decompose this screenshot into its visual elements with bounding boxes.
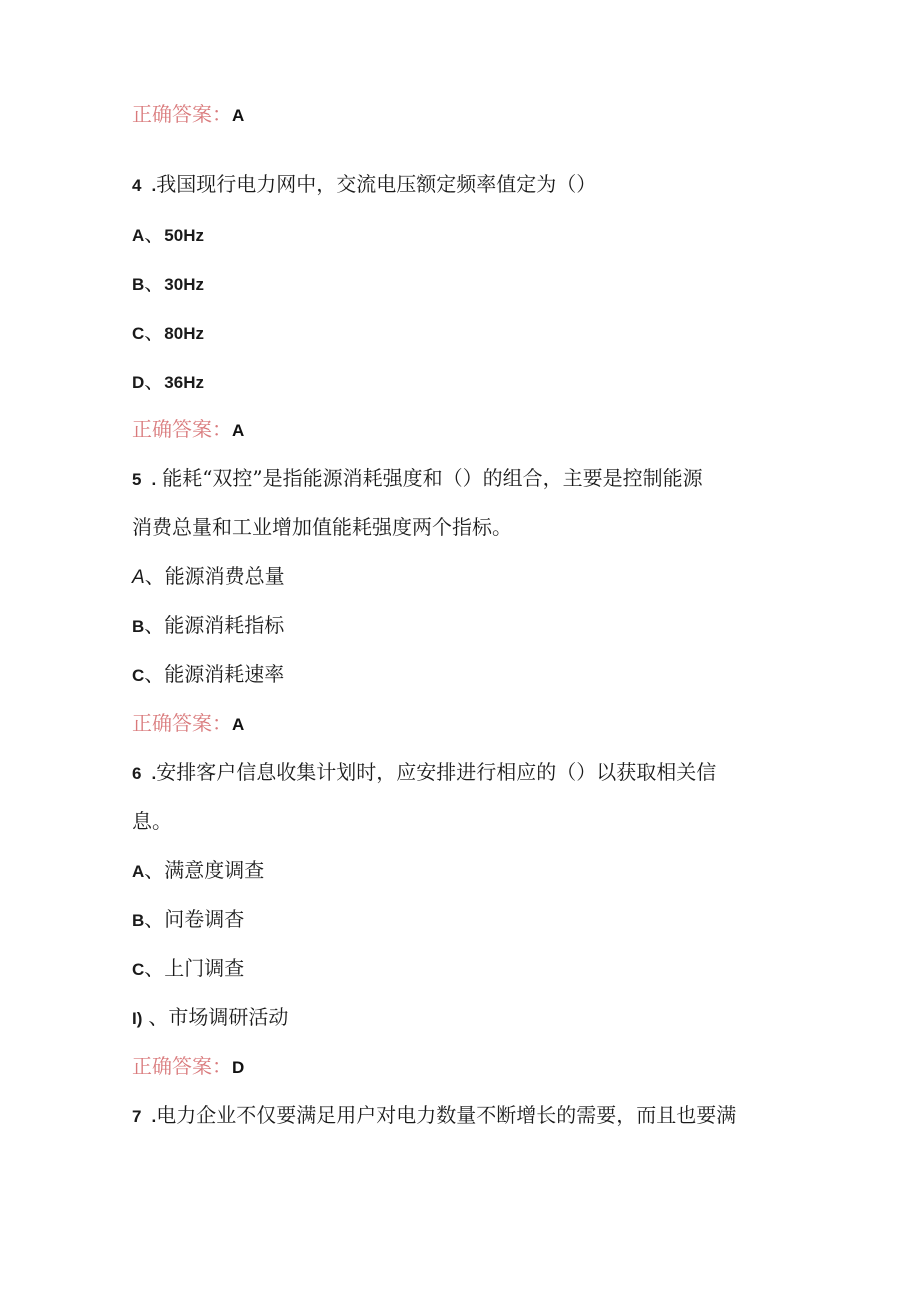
- question-6: [132, 758, 716, 788]
- answer-value: A: [232, 421, 245, 440]
- answer-value: A: [232, 715, 245, 734]
- answer-line-q5: [132, 709, 244, 739]
- option-text: 满意度调查: [164, 858, 265, 882]
- question-number: 7: [132, 1107, 142, 1126]
- answer-value: D: [232, 1058, 245, 1077]
- option-text: 市场调研活动: [168, 1005, 289, 1029]
- answer-value: A: [232, 106, 245, 125]
- option-letter: B: [132, 617, 145, 636]
- answer-label: 正确答案：: [132, 102, 232, 126]
- question-dot: .: [151, 764, 157, 783]
- question-dot: .: [151, 176, 157, 195]
- answer-line-q3: [132, 100, 244, 130]
- option-text: 问卷调杳: [164, 907, 245, 931]
- option-text: 50Hz: [164, 226, 204, 245]
- option-letter: C: [132, 666, 145, 685]
- question-number: 4: [132, 176, 142, 195]
- option-text: 36Hz: [164, 373, 204, 392]
- option-c: [132, 318, 204, 348]
- question-5-line2: [132, 513, 512, 541]
- question-text: 电力企业不仅要满足用户对电力数量不断增长的需要，而且也要满: [156, 1103, 737, 1127]
- option-c: [132, 660, 284, 690]
- option-letter: B: [132, 275, 145, 294]
- option-a: [132, 562, 285, 592]
- question-5: [132, 464, 703, 494]
- option-text: 上门调查: [164, 956, 245, 980]
- option-b: [132, 905, 244, 935]
- question-dot: .: [151, 470, 157, 489]
- question-number: 5: [132, 470, 142, 489]
- option-sep: 、: [144, 564, 165, 588]
- option-sep: 、: [144, 858, 165, 882]
- option-letter: I): [132, 1009, 143, 1028]
- option-letter: D: [132, 373, 145, 392]
- option-sep: 、: [144, 956, 165, 980]
- question-6-line2: [132, 807, 172, 835]
- option-letter: A: [132, 226, 145, 245]
- question-text: 我国现行电力网中，交流电压额定频率值定为（）: [156, 172, 597, 196]
- question-number: 6: [132, 764, 142, 783]
- question-text: 安排客户信息收集计划时，应安排进行相应的（）以获取相关信: [156, 760, 717, 784]
- option-sep: 、: [144, 907, 165, 931]
- answer-label: 正确答案：: [132, 1054, 232, 1078]
- option-sep: 、: [144, 320, 165, 344]
- option-sep: 、: [144, 222, 165, 246]
- option-sep: 、: [144, 613, 165, 637]
- option-d: [132, 367, 204, 397]
- option-letter: A: [132, 862, 145, 881]
- option-sep: 、: [144, 369, 165, 393]
- option-text: 能源消耗指标: [164, 613, 285, 637]
- question-text-continued: 息。: [132, 809, 172, 833]
- option-text: 能源消耗速率: [164, 662, 285, 686]
- option-text: 能源消费总量: [164, 564, 285, 588]
- option-text: 30Hz: [164, 275, 204, 294]
- answer-label: 正确答案：: [132, 711, 232, 735]
- option-letter: B: [132, 911, 145, 930]
- question-7: [132, 1101, 736, 1131]
- option-sep: 、: [144, 271, 165, 295]
- option-c: [132, 954, 244, 984]
- question-4: [132, 170, 596, 200]
- option-a: [132, 220, 204, 250]
- option-letter: C: [132, 960, 145, 979]
- option-letter: C: [132, 324, 145, 343]
- option-sep: 、: [148, 1005, 169, 1029]
- option-a: [132, 856, 264, 886]
- option-sep: 、: [144, 662, 165, 686]
- answer-line-q6: [132, 1052, 244, 1082]
- question-text-continued: 消费总量和工业增加值能耗强度两个指标。: [132, 515, 512, 539]
- option-d: [132, 1003, 288, 1033]
- option-text: 80Hz: [164, 324, 204, 343]
- option-letter: A: [132, 567, 145, 588]
- answer-label: 正确答案：: [132, 417, 232, 441]
- option-b: [132, 611, 284, 641]
- option-b: [132, 269, 204, 299]
- question-text: 能耗“双控”是指能源消耗强度和（）的组合，主要是控制能源: [162, 466, 703, 490]
- question-dot: .: [151, 1107, 157, 1126]
- answer-line-q4: [132, 415, 244, 445]
